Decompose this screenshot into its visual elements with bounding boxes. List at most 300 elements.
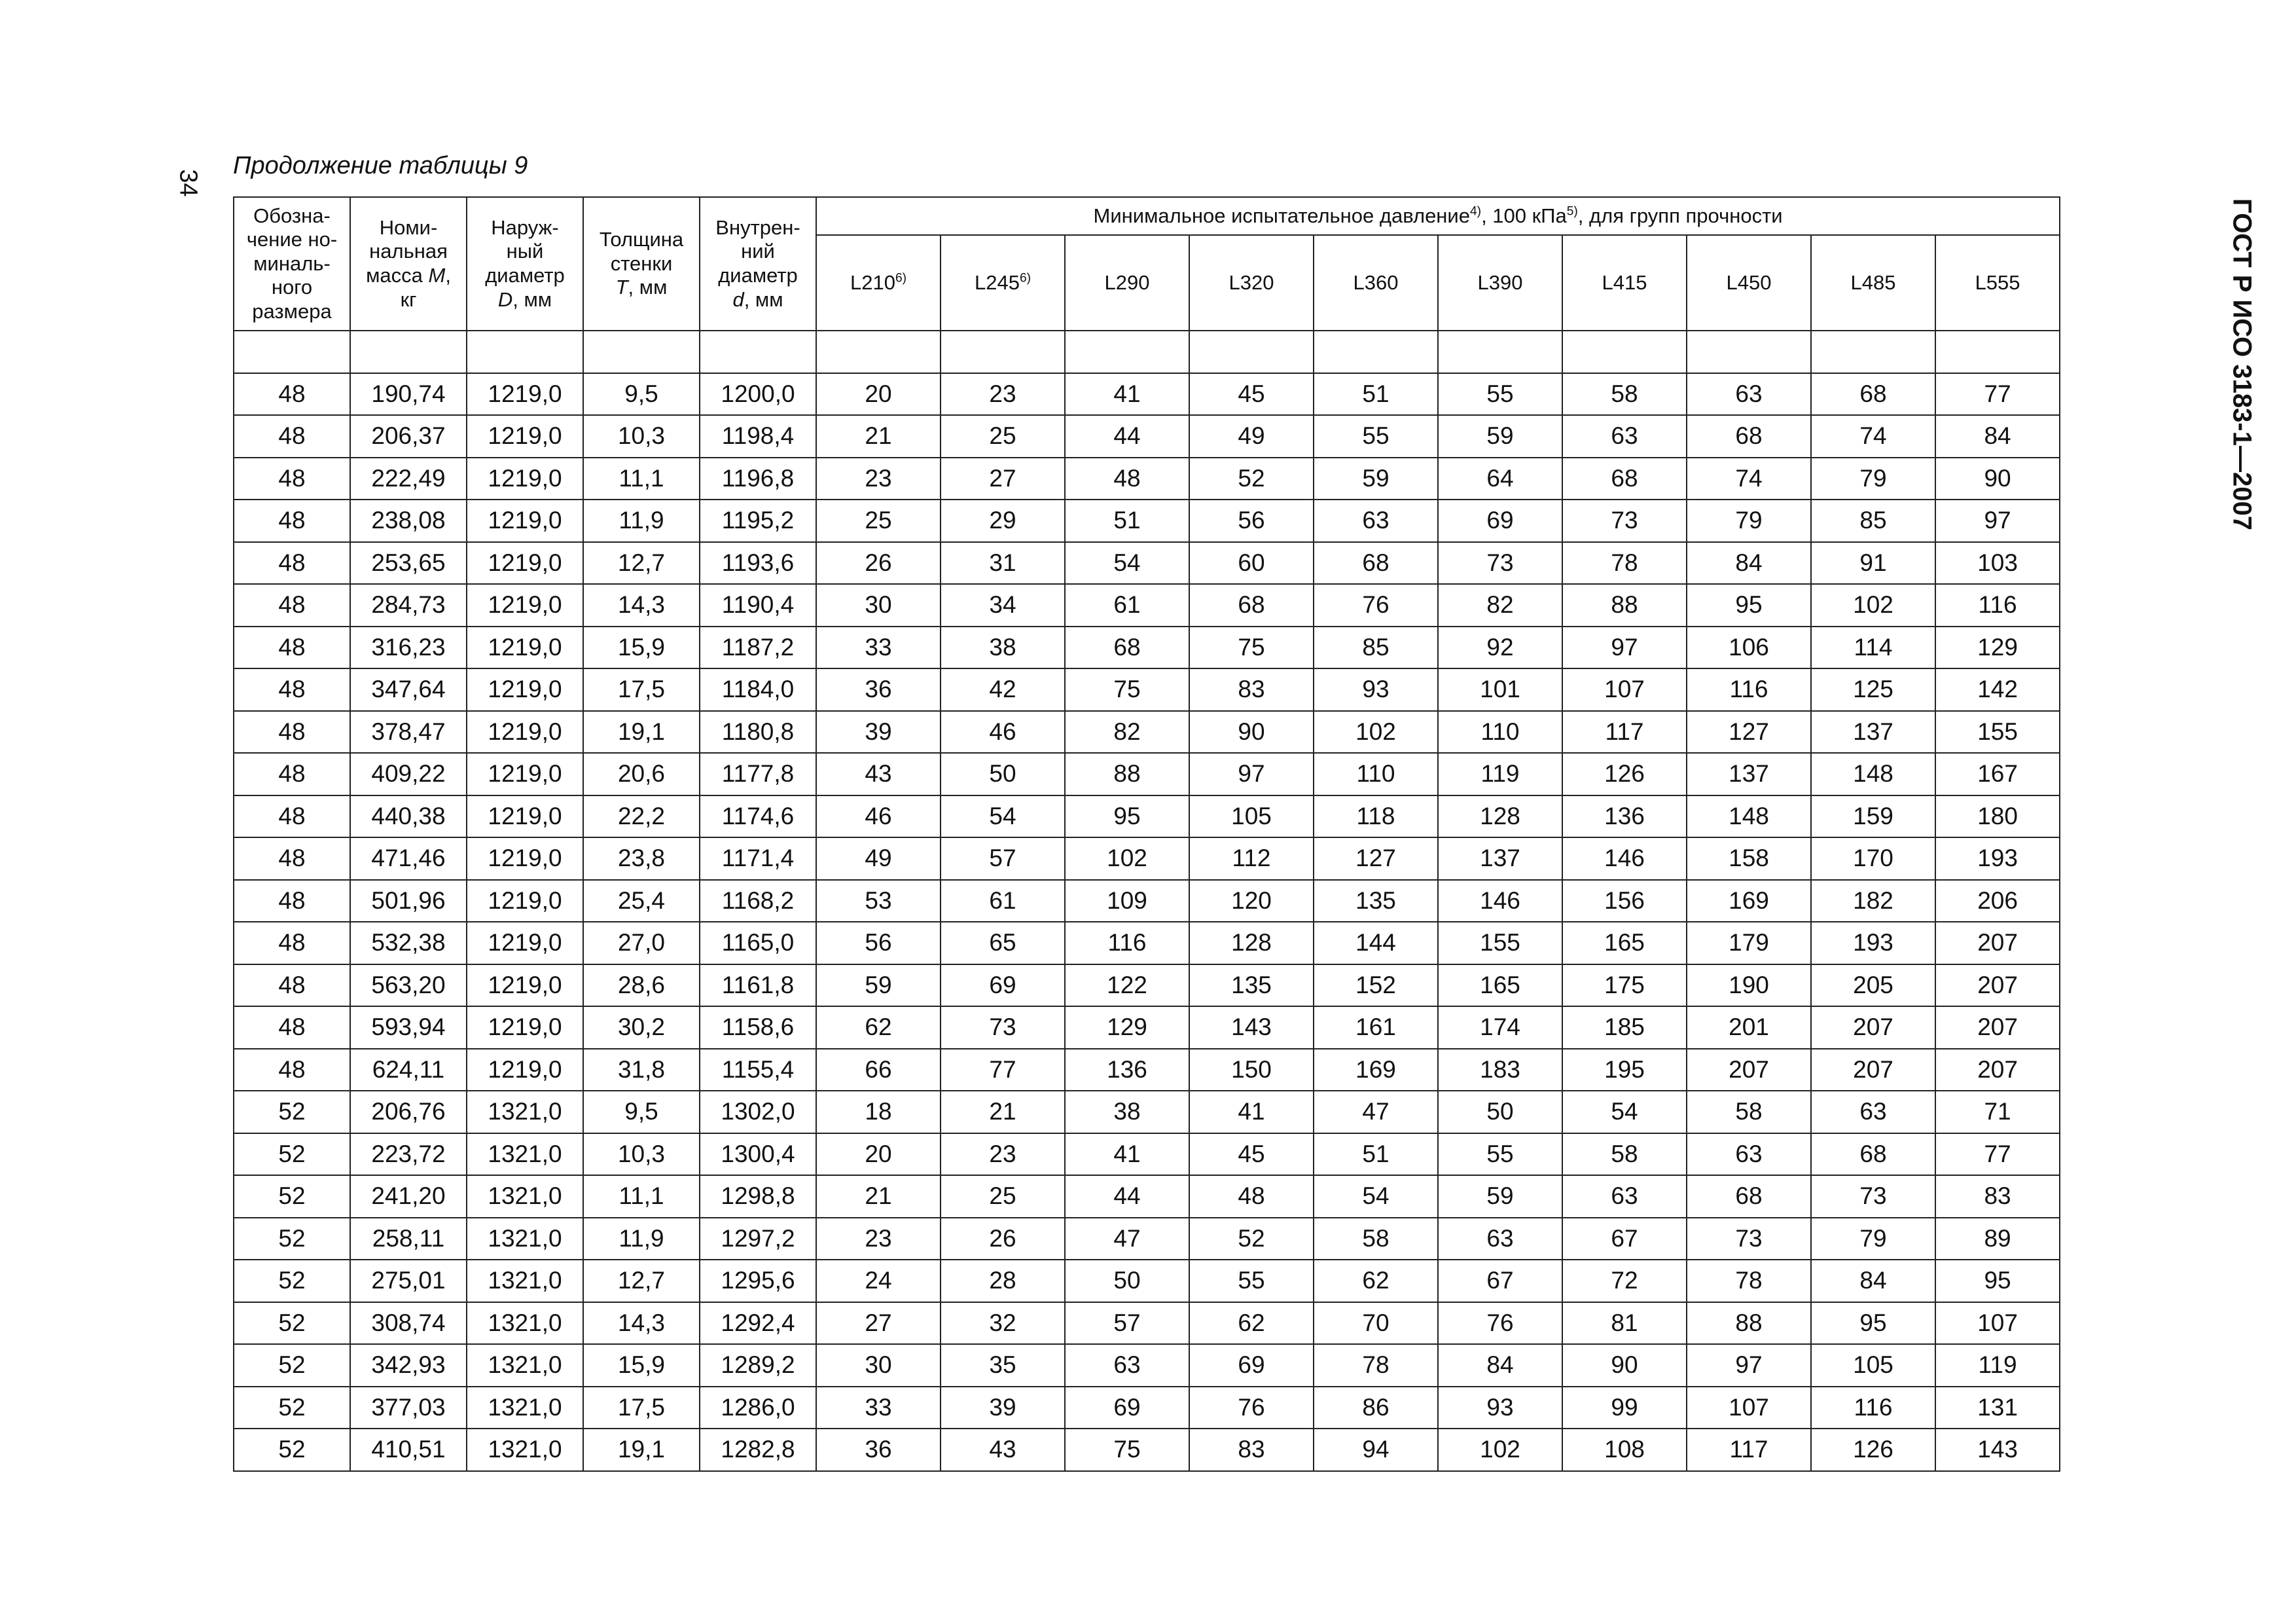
table-cell: 223,72 (350, 1133, 467, 1176)
table-cell: 195 (1562, 1049, 1687, 1091)
table-cell: 76 (1189, 1387, 1314, 1429)
table-cell: 377,03 (350, 1387, 467, 1429)
table-cell: 15,9 (583, 1344, 700, 1387)
table-cell: 1282,8 (700, 1429, 816, 1471)
table-cell: 65 (941, 922, 1065, 964)
table-cell: 48 (234, 1006, 350, 1049)
table-cell: 101 (1438, 668, 1562, 711)
table-cell: 43 (941, 1429, 1065, 1471)
table-cell: 146 (1438, 880, 1562, 922)
table-cell: 179 (1687, 922, 1811, 964)
table-cell: 21 (816, 1175, 941, 1218)
table-cell: 116 (1065, 922, 1189, 964)
table-cell: 180 (1935, 795, 2060, 838)
table-cell: 169 (1687, 880, 1811, 922)
header-grade-l555: L555 (1935, 235, 2060, 331)
table-cell: 84 (1811, 1260, 1935, 1302)
table-cell: 1219,0 (467, 964, 583, 1007)
table-cell: 110 (1438, 711, 1562, 754)
table-cell: 23 (816, 458, 941, 500)
table-row (234, 1260, 2060, 1302)
table-cell: 122 (1065, 964, 1189, 1007)
table-cell: 97 (1687, 1344, 1811, 1387)
table-cell: 61 (1065, 584, 1189, 627)
table-cell: 76 (1314, 584, 1438, 627)
table-cell: 308,74 (350, 1302, 467, 1345)
table-cell: 207 (1935, 1049, 2060, 1091)
table-row (234, 373, 2060, 416)
table-cell: 77 (1935, 373, 2060, 416)
table-cell: 501,96 (350, 880, 467, 922)
table-cell: 1298,8 (700, 1175, 816, 1218)
table-cell: 78 (1687, 1260, 1811, 1302)
table-cell: 409,22 (350, 753, 467, 795)
header-grade-l415: L415 (1562, 235, 1687, 331)
table-cell: 75 (1065, 1429, 1189, 1471)
table-cell: 14,3 (583, 584, 700, 627)
table-cell: 51 (1314, 1133, 1438, 1176)
table-cell: 1168,2 (700, 880, 816, 922)
table-cell: 159 (1811, 795, 1935, 838)
table-cell: 17,5 (583, 668, 700, 711)
table-cell: 85 (1811, 500, 1935, 542)
table-cell: 135 (1189, 964, 1314, 1007)
table-cell: 207 (1811, 1049, 1935, 1091)
table-row (234, 458, 2060, 500)
table-cell: 55 (1189, 1260, 1314, 1302)
table-cell: 76 (1438, 1302, 1562, 1345)
table-cell: 10,3 (583, 415, 700, 458)
table-cell: 51 (1314, 373, 1438, 416)
table-cell: 55 (1438, 373, 1562, 416)
table-cell: 59 (816, 964, 941, 1007)
table-cell: 206,76 (350, 1091, 467, 1133)
table-cell: 131 (1935, 1387, 2060, 1429)
table-cell: 72 (1562, 1260, 1687, 1302)
table-row (234, 1344, 2060, 1387)
table-cell: 69 (1438, 500, 1562, 542)
table-cell: 207 (1935, 922, 2060, 964)
table-cell: 95 (1687, 584, 1811, 627)
table-cell: 33 (816, 1387, 941, 1429)
table-cell: 73 (941, 1006, 1065, 1049)
table-cell: 207 (1935, 964, 2060, 1007)
table-cell: 275,01 (350, 1260, 467, 1302)
table-cell: 79 (1687, 500, 1811, 542)
table-cell: 50 (1438, 1091, 1562, 1133)
table-cell: 63 (1562, 1175, 1687, 1218)
table-cell: 103 (1935, 542, 2060, 585)
header-inner-diameter: Внутрен- ний диаметр d, мм (700, 197, 816, 331)
table-cell: 33 (816, 627, 941, 669)
table-cell: 73 (1687, 1218, 1811, 1260)
table-cell: 117 (1687, 1429, 1811, 1471)
table-cell: 116 (1811, 1387, 1935, 1429)
table-cell: 126 (1811, 1429, 1935, 1471)
table-cell: 61 (941, 880, 1065, 922)
table-cell: 1165,0 (700, 922, 816, 964)
table-cell: 1200,0 (700, 373, 816, 416)
table-cell: 10,3 (583, 1133, 700, 1176)
table-row (234, 1091, 2060, 1133)
table-cell: 18 (816, 1091, 941, 1133)
table-cell: 27 (941, 458, 1065, 500)
standard-code: ГОСТ Р ИСО 3183-1—2007 (2227, 198, 2257, 530)
table-cell: 68 (1687, 1175, 1811, 1218)
table-cell: 63 (1438, 1218, 1562, 1260)
table-cell: 97 (1189, 753, 1314, 795)
table-cell: 77 (941, 1049, 1065, 1091)
table-cell: 58 (1562, 373, 1687, 416)
table-cell: 68 (1811, 1133, 1935, 1176)
table-cell: 11,1 (583, 458, 700, 500)
table-cell: 47 (1314, 1091, 1438, 1133)
table-cell: 112 (1189, 837, 1314, 880)
table-cell: 54 (1562, 1091, 1687, 1133)
table-cell: 11,9 (583, 500, 700, 542)
table-cell: 45 (1189, 1133, 1314, 1176)
table-cell: 68 (1562, 458, 1687, 500)
table-cell: 91 (1811, 542, 1935, 585)
table-cell: 1161,8 (700, 964, 816, 1007)
table-cell: 59 (1314, 458, 1438, 500)
table-cell: 258,11 (350, 1218, 467, 1260)
table-row (234, 1387, 2060, 1429)
table-row (234, 880, 2060, 922)
table-row (234, 500, 2060, 542)
table-cell: 52 (234, 1302, 350, 1345)
table-row (234, 837, 2060, 880)
table-cell: 102 (1314, 711, 1438, 754)
table-cell: 205 (1811, 964, 1935, 1007)
table-cell: 25 (941, 1175, 1065, 1218)
table-cell: 32 (941, 1302, 1065, 1345)
table-cell: 1193,6 (700, 542, 816, 585)
table-cell: 120 (1189, 880, 1314, 922)
table-cell: 31 (941, 542, 1065, 585)
table-cell: 90 (1935, 458, 2060, 500)
table-cell: 68 (1065, 627, 1189, 669)
table-cell: 59 (1438, 1175, 1562, 1218)
table-cell: 167 (1935, 753, 2060, 795)
table-body (234, 331, 2060, 1471)
table-cell: 95 (1811, 1302, 1935, 1345)
table-cell: 69 (1065, 1387, 1189, 1429)
table-cell: 1219,0 (467, 1049, 583, 1091)
table-cell: 63 (1687, 373, 1811, 416)
table-cell: 144 (1314, 922, 1438, 964)
table-cell: 169 (1314, 1049, 1438, 1091)
table-cell: 44 (1065, 415, 1189, 458)
table-cell: 48 (234, 711, 350, 754)
table-cell: 95 (1935, 1260, 2060, 1302)
table-cell: 63 (1687, 1133, 1811, 1176)
table-cell: 1289,2 (700, 1344, 816, 1387)
table-cell: 155 (1935, 711, 2060, 754)
table-cell: 1158,6 (700, 1006, 816, 1049)
table-cell: 51 (1065, 500, 1189, 542)
table-row (234, 668, 2060, 711)
table-cell: 73 (1438, 542, 1562, 585)
table-cell: 55 (1438, 1133, 1562, 1176)
table-cell: 222,49 (350, 458, 467, 500)
table-cell: 27 (816, 1302, 941, 1345)
table-cell: 241,20 (350, 1175, 467, 1218)
table-cell: 89 (1935, 1218, 2060, 1260)
table-cell: 48 (234, 668, 350, 711)
table-cell: 52 (234, 1387, 350, 1429)
table-cell: 155 (1438, 922, 1562, 964)
table-cell: 117 (1562, 711, 1687, 754)
table-cell: 48 (234, 922, 350, 964)
table-cell: 1321,0 (467, 1302, 583, 1345)
table-row (234, 922, 2060, 964)
table-cell: 126 (1562, 753, 1687, 795)
table-cell: 25 (816, 500, 941, 542)
table-cell: 59 (1438, 415, 1562, 458)
table-cell: 1321,0 (467, 1387, 583, 1429)
table-cell: 105 (1811, 1344, 1935, 1387)
table-cell: 175 (1562, 964, 1687, 1007)
table-cell: 48 (234, 458, 350, 500)
table-cell: 82 (1065, 711, 1189, 754)
table-cell: 170 (1811, 837, 1935, 880)
table-cell: 36 (816, 1429, 941, 1471)
table-cell: 146 (1562, 837, 1687, 880)
table-cell: 57 (941, 837, 1065, 880)
table-cell: 284,73 (350, 584, 467, 627)
table-cell: 64 (1438, 458, 1562, 500)
table-cell: 129 (1065, 1006, 1189, 1049)
table-cell: 58 (1687, 1091, 1811, 1133)
header-outer-diameter: Наруж- ный диаметр D, мм (467, 197, 583, 331)
header-grade-l450: L450 (1687, 235, 1811, 331)
table-cell: 83 (1935, 1175, 2060, 1218)
table-cell: 20 (816, 373, 941, 416)
table-cell: 84 (1438, 1344, 1562, 1387)
table-cell: 75 (1065, 668, 1189, 711)
table-cell: 137 (1811, 711, 1935, 754)
table-cell: 78 (1562, 542, 1687, 585)
table-cell: 440,38 (350, 795, 467, 838)
table-cell: 58 (1314, 1218, 1438, 1260)
table-cell: 34 (941, 584, 1065, 627)
table-cell: 1219,0 (467, 500, 583, 542)
table-cell: 67 (1438, 1260, 1562, 1302)
table-cell: 1219,0 (467, 373, 583, 416)
table-cell: 52 (1189, 1218, 1314, 1260)
table-cell: 190,74 (350, 373, 467, 416)
table-cell: 52 (234, 1218, 350, 1260)
header-pressure-group: Минимальное испытательное давление$^{4)}$, 100 кПа$^{5)}$, для групп прочности (816, 197, 2060, 235)
table-cell: 48 (234, 500, 350, 542)
table-cell: 50 (1065, 1260, 1189, 1302)
table-cell: 207 (1811, 1006, 1935, 1049)
table-cell: 1321,0 (467, 1429, 583, 1471)
header-designation: Обозна- чение но- миналь- ного размера (234, 197, 350, 331)
table-cell: 1219,0 (467, 458, 583, 500)
table-cell: 46 (816, 795, 941, 838)
table-cell: 116 (1687, 668, 1811, 711)
table-cell: 136 (1562, 795, 1687, 838)
table-cell: 148 (1811, 753, 1935, 795)
table-cell: 52 (234, 1260, 350, 1302)
table-cell: 161 (1314, 1006, 1438, 1049)
table-cell: 174 (1438, 1006, 1562, 1049)
table-cell: 68 (1687, 415, 1811, 458)
table-cell: 50 (941, 753, 1065, 795)
table-cell: 253,65 (350, 542, 467, 585)
table-cell: 84 (1687, 542, 1811, 585)
table-cell: 156 (1562, 880, 1687, 922)
table-cell: 48 (234, 627, 350, 669)
table-cell: 12,7 (583, 542, 700, 585)
table-row (234, 964, 2060, 1007)
table-cell: 78 (1314, 1344, 1438, 1387)
table-cell: 107 (1687, 1387, 1811, 1429)
table-cell: 165 (1562, 922, 1687, 964)
table-caption: Продолжение таблицы 9 (233, 152, 528, 179)
table-cell: 20 (816, 1133, 941, 1176)
table-cell: 1292,4 (700, 1302, 816, 1345)
table-cell: 54 (1314, 1175, 1438, 1218)
table-cell: 63 (1562, 415, 1687, 458)
table-cell: 69 (941, 964, 1065, 1007)
table-cell: 1321,0 (467, 1260, 583, 1302)
table-cell: 48 (234, 964, 350, 1007)
table-cell: 1219,0 (467, 415, 583, 458)
table-cell: 11,9 (583, 1218, 700, 1260)
table-cell: 410,51 (350, 1429, 467, 1471)
table-cell: 48 (234, 795, 350, 838)
table-cell: 238,08 (350, 500, 467, 542)
table-cell: 206,37 (350, 415, 467, 458)
table-cell: 86 (1314, 1387, 1438, 1429)
table-cell: 38 (1065, 1091, 1189, 1133)
table-cell: 207 (1687, 1049, 1811, 1091)
table-cell: 1195,2 (700, 500, 816, 542)
table-cell: 56 (816, 922, 941, 964)
table-cell: 56 (1189, 500, 1314, 542)
table-cell: 83 (1189, 1429, 1314, 1471)
table-cell: 48 (234, 373, 350, 416)
table-cell: 563,20 (350, 964, 467, 1007)
table-cell: 92 (1438, 627, 1562, 669)
table-cell: 142 (1935, 668, 2060, 711)
table-cell: 1219,0 (467, 837, 583, 880)
table-cell: 25 (941, 415, 1065, 458)
table-cell: 73 (1811, 1175, 1935, 1218)
table-cell: 22,2 (583, 795, 700, 838)
table-cell: 39 (941, 1387, 1065, 1429)
table-cell: 97 (1935, 500, 2060, 542)
table-cell: 48 (234, 1049, 350, 1091)
table-cell: 28,6 (583, 964, 700, 1007)
table-cell: 137 (1438, 837, 1562, 880)
table-cell: 48 (234, 542, 350, 585)
table-cell: 193 (1811, 922, 1935, 964)
table-cell: 1300,4 (700, 1133, 816, 1176)
header-grade-l390: L390 (1438, 235, 1562, 331)
table-cell: 79 (1811, 1218, 1935, 1260)
table-cell: 201 (1687, 1006, 1811, 1049)
table-row (234, 1302, 2060, 1345)
table-cell: 26 (816, 542, 941, 585)
table-cell: 63 (1314, 500, 1438, 542)
table-cell: 48 (234, 880, 350, 922)
table-cell: 63 (1065, 1344, 1189, 1387)
table-cell: 52 (234, 1091, 350, 1133)
table-cell: 183 (1438, 1049, 1562, 1091)
table-cell: 1190,4 (700, 584, 816, 627)
table-cell: 107 (1562, 668, 1687, 711)
table-cell: 471,46 (350, 837, 467, 880)
table-cell: 54 (941, 795, 1065, 838)
table-cell: 158 (1687, 837, 1811, 880)
table-cell: 70 (1314, 1302, 1438, 1345)
table-cell: 9,5 (583, 373, 700, 416)
table-cell: 48 (1189, 1175, 1314, 1218)
table-cell: 29 (941, 500, 1065, 542)
table-cell: 53 (816, 880, 941, 922)
table-cell: 105 (1189, 795, 1314, 838)
table-cell: 21 (941, 1091, 1065, 1133)
table-cell: 44 (1065, 1175, 1189, 1218)
table-cell: 107 (1935, 1302, 2060, 1345)
table-row (234, 584, 2060, 627)
table-cell: 150 (1189, 1049, 1314, 1091)
table-cell: 1177,8 (700, 753, 816, 795)
table-cell: 46 (941, 711, 1065, 754)
table-cell: 67 (1562, 1218, 1687, 1260)
table-cell: 206 (1935, 880, 2060, 922)
header-grade-l360: L360 (1314, 235, 1438, 331)
table-cell: 1219,0 (467, 668, 583, 711)
table-cell: 1321,0 (467, 1133, 583, 1176)
table-row (234, 1218, 2060, 1260)
table-cell: 1219,0 (467, 542, 583, 585)
table-cell: 62 (816, 1006, 941, 1049)
table-cell: 93 (1438, 1387, 1562, 1429)
table-cell: 48 (234, 837, 350, 880)
table-cell: 108 (1562, 1429, 1687, 1471)
table-cell: 1302,0 (700, 1091, 816, 1133)
header-grade-l210: L210$^{6)}$ (816, 235, 941, 331)
table-cell: 1219,0 (467, 922, 583, 964)
table-cell: 23,8 (583, 837, 700, 880)
table-cell: 148 (1687, 795, 1811, 838)
table-cell: 62 (1189, 1302, 1314, 1345)
table-row (234, 753, 2060, 795)
table-cell: 88 (1065, 753, 1189, 795)
table-cell: 1219,0 (467, 711, 583, 754)
table-cell: 66 (816, 1049, 941, 1091)
table-cell: 135 (1314, 880, 1438, 922)
table-cell: 21 (816, 415, 941, 458)
table-cell: 12,7 (583, 1260, 700, 1302)
table-cell: 90 (1189, 711, 1314, 754)
table-cell: 1180,8 (700, 711, 816, 754)
table-cell: 45 (1189, 373, 1314, 416)
table-cell: 43 (816, 753, 941, 795)
table-cell: 116 (1935, 584, 2060, 627)
table-row (234, 1175, 2060, 1218)
table-cell: 52 (234, 1175, 350, 1218)
table-cell: 9,5 (583, 1091, 700, 1133)
table-cell: 42 (941, 668, 1065, 711)
table-cell: 1219,0 (467, 584, 583, 627)
table-cell: 85 (1314, 627, 1438, 669)
